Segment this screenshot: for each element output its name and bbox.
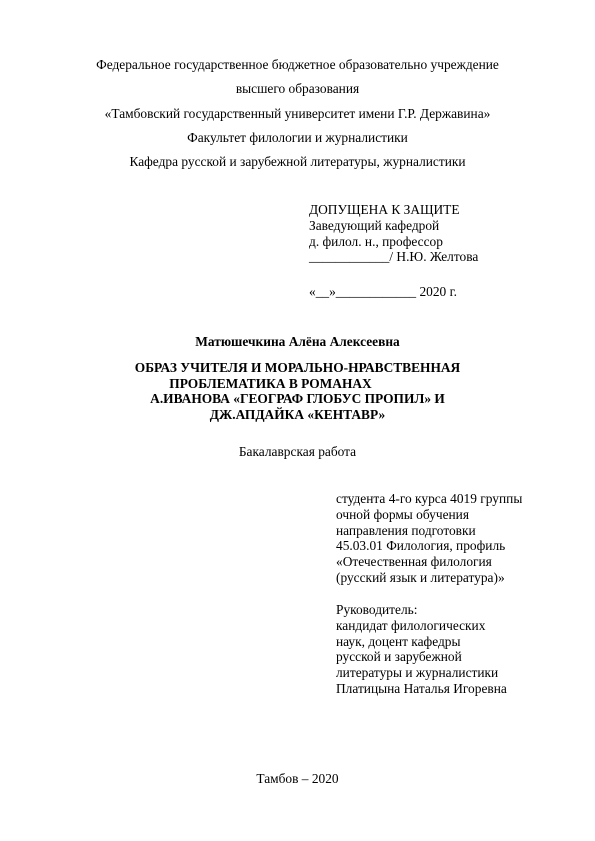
student-line-5: «Отечественная филология: [336, 554, 492, 570]
student-line-3: направления подготовки: [336, 522, 476, 538]
work-type: Бакалаврская работа: [238, 444, 357, 459]
approval-position: Заведующий кафедрой: [309, 217, 440, 233]
student-line-6: (русский язык и литература)»: [336, 569, 505, 585]
footer-city-year: Тамбов – 2020: [256, 771, 339, 786]
supervisor-line-4: литературы и журналистики: [336, 665, 499, 681]
author-name: Матюшечкина Алёна Алексеевна: [195, 334, 400, 349]
supervisor-name: Платицына Наталья Игоревна: [336, 680, 507, 696]
approval-date: «__»____________ 2020 г.: [309, 284, 457, 299]
supervisor-line-1: кандидат филологических: [336, 617, 486, 633]
student-block: [336, 491, 522, 586]
institution-line-1: Федеральное государственное бюджетное образовательно учреждение: [96, 57, 499, 72]
thesis-title-line-2: ПРОБЛЕМАТИКА В РОМАНАХ: [169, 375, 372, 391]
approval-status: ДОПУЩЕНА К ЗАЩИТЕ: [309, 202, 460, 217]
approval-signature: ____________/ Н.Ю. Желтова: [309, 249, 479, 265]
faculty-line: Факультет филологии и журналистики: [187, 130, 408, 145]
student-line-4: 45.03.01 Филология, профиль: [336, 538, 506, 554]
approval-block: [309, 202, 478, 265]
student-line-1: студента 4-го курса 4019 группы: [336, 491, 523, 506]
thesis-title: [0, 360, 595, 422]
thesis-title-line-4: ДЖ.АПДАЙКА «КЕНТАВР»: [209, 406, 386, 422]
student-line-2: очной формы обучения: [336, 506, 470, 522]
institution-line-3: «Тамбовский государственный университет имени Г.Р. Державина»: [104, 106, 491, 121]
supervisor-block: [336, 602, 507, 697]
approval-degree: д. филол. н., профессор: [309, 233, 443, 249]
supervisor-line-2: наук, доцент кафедры: [336, 633, 461, 649]
supervisor-line-3: русской и зарубежной: [336, 649, 462, 665]
thesis-title-line-1: ОБРАЗ УЧИТЕЛЯ И МОРАЛЬНО-НРАВСТВЕННАЯ: [134, 360, 461, 375]
thesis-title-line-3: А.ИВАНОВА «ГЕОГРАФ ГЛОБУС ПРОПИЛ» И: [150, 391, 445, 406]
supervisor-label: Руководитель:: [336, 602, 418, 617]
institution-line-2: высшего образования: [235, 81, 360, 96]
department-line: Кафедра русской и зарубежной литературы, журналистики: [129, 154, 466, 169]
